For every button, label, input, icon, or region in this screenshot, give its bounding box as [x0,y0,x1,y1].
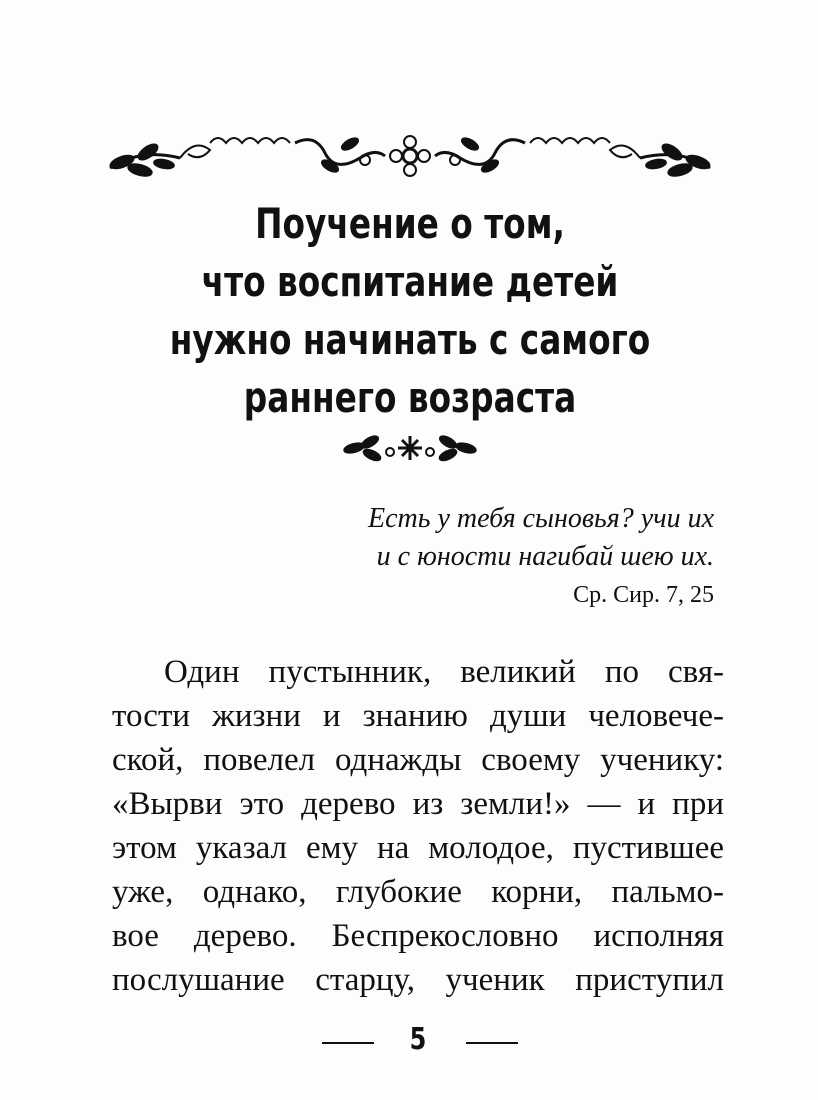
chapter-title-line: что воспитание детей [201,257,619,306]
epigraph-reference: Ср. Сир. 7, 25 [573,582,714,608]
footer-dash-left [322,1042,374,1044]
epigraph-quote-line: и с юности нагибай шею их. [376,541,714,572]
page-footer [0,1018,818,1068]
footer-dash-right [466,1042,518,1044]
page-number: 5 [409,1022,427,1057]
floral-vine-ornament-icon [100,118,720,190]
chapter-title-line: Поучение о том, [255,199,565,248]
body-line: ской, повелел однажды своему ученику: [112,742,724,778]
body-line: «Вырви это дерево из земли!» — и при [112,786,724,822]
small-floral-divider-icon [340,428,480,468]
epigraph [234,500,714,612]
chapter-title-line: нужно начинать с самого [169,315,651,364]
chapter-title [137,195,683,427]
chapter-title-line: раннего возраста [243,373,577,422]
epigraph-quote-line: Есть у тебя сыновья? учи их [367,503,714,534]
body-paragraph [112,650,724,1002]
body-line: уже, однако, глубокие корни, пальмо- [112,874,724,910]
body-line: Один пустынник, великий по свя- [164,654,724,690]
body-line: вое дерево. Беспрекословно исполняя [112,918,724,954]
body-line: этом указал ему на молодое, пустившее [112,830,724,866]
body-line: тости жизни и знанию души человече- [112,698,724,734]
body-line: послушание старцу, ученик приступил [112,962,724,998]
